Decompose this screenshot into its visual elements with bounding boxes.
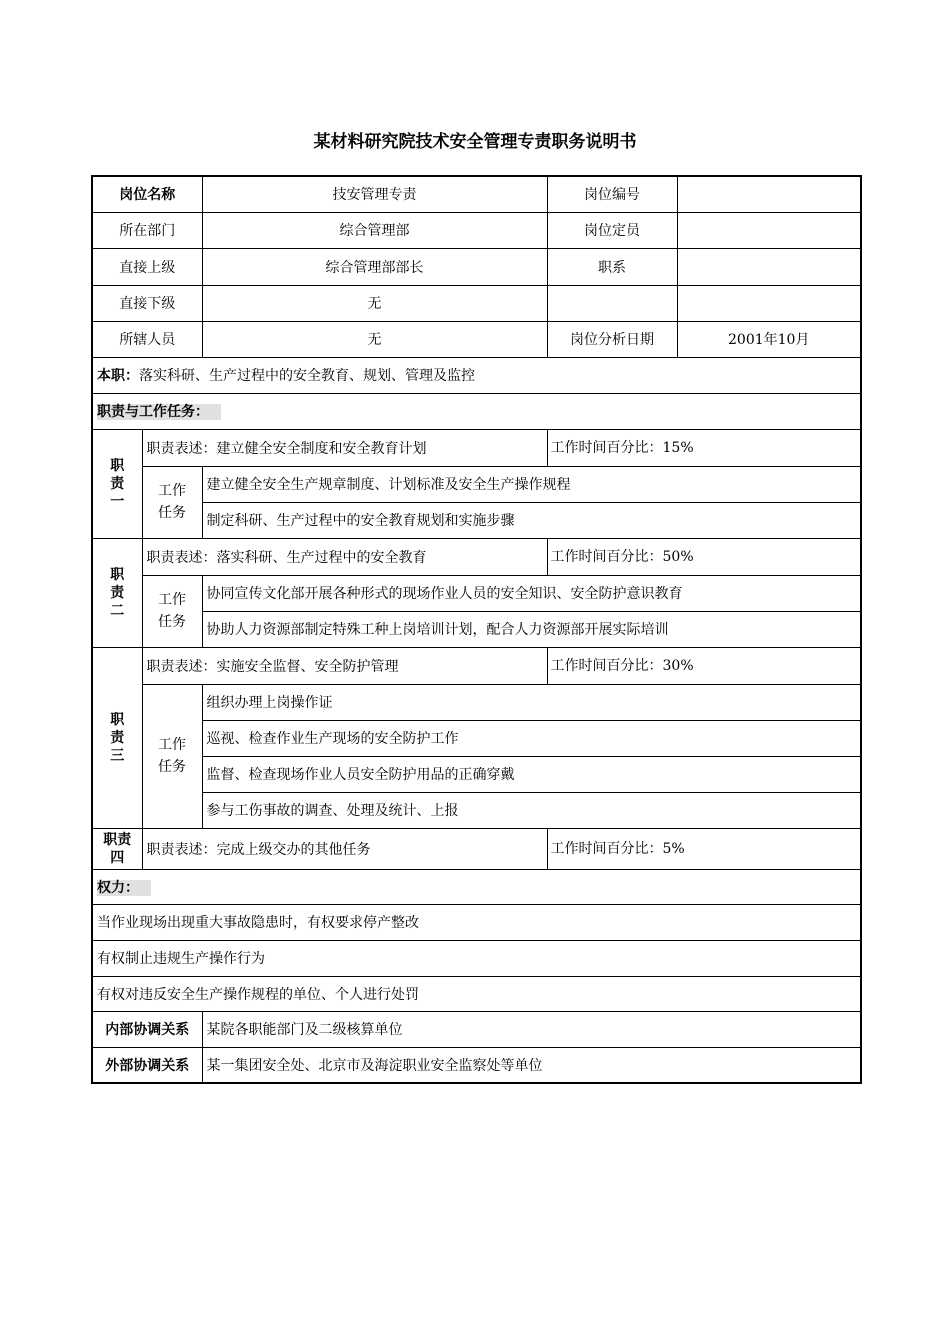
post-name-value: 技安管理专责 (202, 176, 547, 212)
duty-2-pct-text: 工作时间百分比：50% (547, 539, 694, 575)
analysis-date-label: 岗位分析日期 (547, 321, 677, 357)
quota-value (677, 212, 861, 248)
duty-3-task-1: 组织办理上岗操作证 (202, 684, 861, 720)
core-duty-row (92, 357, 861, 393)
core-duty-label: 本职： (97, 368, 139, 384)
post-code-label: 岗位编号 (547, 176, 677, 212)
duty-3-label (92, 647, 142, 828)
core-duty-text: 落实科研、生产过程中的安全教育、规划、管理及监控 (139, 368, 475, 384)
duty-4-label-text: 职责四 (103, 831, 132, 866)
duty-2-desc: 职责表述：落实科研、生产过程中的安全教育 (142, 538, 547, 575)
post-name-label: 岗位名称 (92, 176, 202, 212)
task-label-text: 工作任务 (158, 483, 186, 521)
external-relations-label: 外部协调关系 (92, 1047, 202, 1083)
authority-item-1: 当作业现场出现重大事故隐患时，有权要求停产整改 (92, 904, 861, 940)
document-title: 某材料研究院技术安全管理专责职务说明书 (313, 132, 637, 152)
duty-3-pct-text: 工作时间百分比：30% (547, 648, 694, 684)
job-family-value (677, 248, 861, 285)
superior-value: 综合管理部部长 (202, 248, 547, 285)
duty-4-label (92, 828, 142, 869)
dept-label: 所在部门 (92, 212, 202, 248)
staff-value: 无 (202, 321, 547, 357)
authority-heading: 权力： (97, 880, 151, 896)
duty-1-label (92, 429, 142, 538)
duty-4-pct (547, 828, 861, 869)
duty-3-task-3: 监督、检查现场作业人员安全防护用品的正确穿戴 (202, 756, 861, 792)
duty-3-label-text: 职责三 (110, 711, 125, 764)
task-label-text: 工作任务 (158, 592, 186, 630)
quota-label: 岗位定员 (547, 212, 677, 248)
duties-heading-row (92, 393, 861, 429)
duty-1-task-1: 建立健全安全生产规章制度、计划标准及安全生产操作规程 (202, 466, 861, 502)
analysis-date-value: 2001年10月 (677, 321, 861, 357)
duty-2-pct (547, 538, 861, 575)
internal-relations-value: 某院各职能部门及二级核算单位 (202, 1011, 861, 1047)
job-description-table (91, 175, 862, 1084)
internal-relations-label: 内部协调关系 (92, 1011, 202, 1047)
duty-2-task-2: 协助人力资源部制定特殊工种上岗培训计划，配合人力资源部开展实际培训 (202, 611, 861, 647)
post-code-value (677, 176, 861, 212)
duty-1-task-label (142, 466, 202, 538)
duty-2-label (92, 538, 142, 647)
authority-item-2: 有权制止违规生产操作行为 (92, 940, 861, 976)
duty-3-task-2: 巡视、检查作业生产现场的安全防护工作 (202, 720, 861, 756)
duty-3-task-label (142, 684, 202, 828)
subordinate-value: 无 (202, 285, 547, 321)
duty-4-pct-text: 工作时间百分比：5% (547, 829, 685, 869)
staff-label: 所辖人员 (92, 321, 202, 357)
duty-1-label-text: 职责一 (110, 457, 125, 510)
duty-2-task-label (142, 575, 202, 647)
empty-cell (677, 285, 861, 321)
duty-3-pct (547, 647, 861, 684)
subordinate-label: 直接下级 (92, 285, 202, 321)
duty-2-task-1: 协同宣传文化部开展各种形式的现场作业人员的安全知识、安全防护意识教育 (202, 575, 861, 611)
duty-4-desc: 职责表述：完成上级交办的其他任务 (142, 828, 547, 869)
duty-3-task-4: 参与工伤事故的调查、处理及统计、上报 (202, 792, 861, 828)
job-family-label: 职系 (547, 248, 677, 285)
duty-3-desc: 职责表述：实施安全监督、安全防护管理 (142, 647, 547, 684)
superior-label: 直接上级 (92, 248, 202, 285)
authority-heading-row (92, 869, 861, 904)
duty-1-desc: 职责表述：建立健全安全制度和安全教育计划 (142, 429, 547, 466)
duty-2-label-text: 职责二 (110, 566, 125, 619)
task-label-text: 工作任务 (158, 737, 186, 775)
duties-heading: 职责与工作任务： (97, 404, 221, 420)
dept-value: 综合管理部 (202, 212, 547, 248)
authority-item-3: 有权对违反安全生产操作规程的单位、个人进行处罚 (92, 976, 861, 1011)
external-relations-value: 某一集团安全处、北京市及海淀职业安全监察处等单位 (202, 1047, 861, 1083)
duty-1-pct (547, 429, 861, 466)
duty-1-task-2: 制定科研、生产过程中的安全教育规划和实施步骤 (202, 502, 861, 538)
empty-cell (547, 285, 677, 321)
duty-1-pct-text: 工作时间百分比：15% (547, 430, 694, 466)
